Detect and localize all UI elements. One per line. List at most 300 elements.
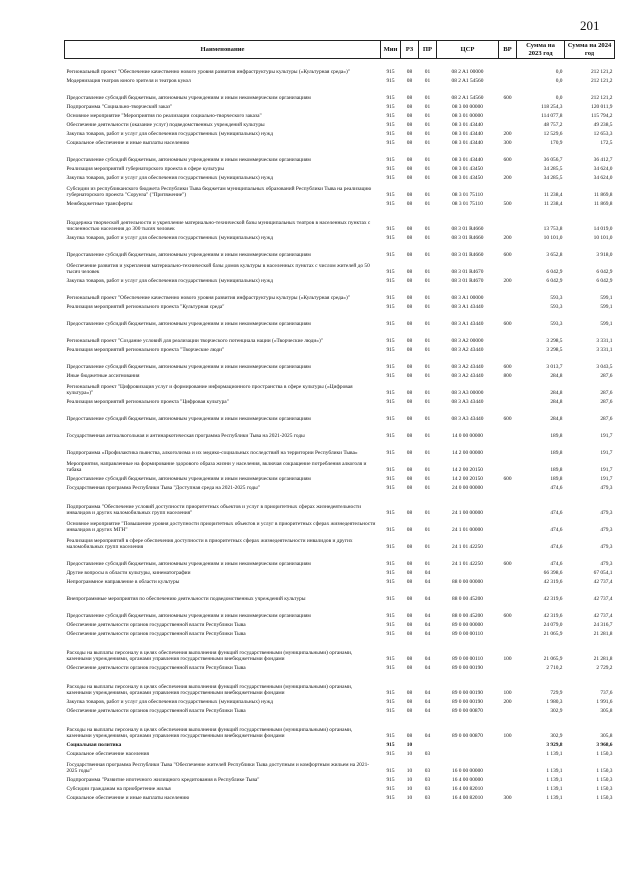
row-pr: 04	[424, 690, 431, 697]
row-csr: 08 3 01 00000	[452, 113, 483, 120]
table-row	[65, 354, 615, 371]
row-min: 915	[386, 699, 395, 706]
row-sum-2024: 3 331,1	[596, 338, 613, 345]
row-csr: 89 0 00 00870	[452, 708, 483, 715]
table-header-row	[65, 41, 615, 59]
row-rz: 08	[406, 201, 413, 208]
row-rz: 08	[406, 631, 413, 638]
row-pr: 01	[424, 113, 431, 120]
row-sum-2024: 36 412,7	[593, 157, 613, 164]
row-min: 915	[386, 157, 395, 164]
table-row	[65, 474, 615, 483]
row-min: 915	[386, 510, 395, 517]
row-sum-2023: 3 013,7	[546, 364, 563, 371]
row-vr	[499, 784, 517, 793]
row-sum-2024: 10 101,0	[593, 235, 613, 242]
table-row	[65, 784, 615, 793]
row-pr: 01	[424, 252, 431, 259]
row-vr: 600	[503, 476, 512, 483]
row-pr: 01	[424, 476, 431, 483]
row-name: Внепрограммные мероприятия по обеспечению деятельности подведомственных учреждений культуры	[66, 596, 306, 603]
row-name: Расходы на выплаты персоналу в целях обеспечения выполнения функций государственными (муниципальными) органами, казенными учреждениями, органами управления государственными внебюджетными фондами	[66, 650, 353, 663]
row-vr: 500	[503, 201, 512, 208]
row-sum-2024: 212 121,2	[590, 69, 613, 76]
row-rz: 08	[406, 95, 413, 102]
row-rz: 08	[406, 579, 413, 586]
row-sum-2023: 48 757,2	[543, 122, 563, 129]
row-rz: 08	[406, 544, 413, 551]
row-csr: 16 0 00 00000	[452, 768, 483, 775]
row-pr: 01	[424, 175, 431, 182]
row-sum-2023: 3 652,8	[546, 252, 563, 259]
row-rz: 08	[406, 278, 413, 285]
row-min: 915	[386, 751, 395, 758]
row-sum-2023: 42 319,6	[543, 613, 563, 620]
row-vr: 600	[503, 321, 512, 328]
row-pr: 01	[424, 140, 431, 147]
header-vr: ВР	[499, 41, 517, 59]
row-pr: 01	[424, 295, 431, 302]
row-sum-2024: 305,8	[600, 708, 613, 715]
row-sum-2024: 479,3	[600, 485, 613, 492]
row-sum-2024: 67 054,1	[593, 570, 613, 577]
row-name: Реализация мероприятий регионального проекта "Творческие люди"	[66, 347, 225, 354]
row-name: Закупка товаров, работ и услуг для обеспечения государственных (муниципальных) нужд	[66, 278, 274, 285]
row-min: 915	[386, 768, 395, 775]
row-sum-2024: 42 737,4	[593, 579, 613, 586]
row-csr: 24 1 01 42250	[452, 544, 483, 551]
row-vr: 200	[503, 175, 512, 182]
row-min: 915	[386, 304, 395, 311]
row-vr: 600	[503, 252, 512, 259]
row-name: Социальное обеспечение населения	[66, 751, 150, 758]
table-row	[65, 697, 615, 706]
row-sum-2023: 114 077,8	[541, 113, 563, 120]
row-csr	[437, 749, 499, 758]
row-pr: 03	[424, 786, 431, 793]
row-name: Региональный проект "Обеспечение качественно нового уровня развития инфраструктуры культуры («Культурная среда»)"	[66, 295, 350, 302]
row-vr: 100	[503, 656, 512, 663]
row-min: 915	[386, 364, 395, 371]
row-vr	[499, 302, 517, 311]
row-sum-2024: 12 653,3	[593, 131, 613, 138]
table-row	[65, 706, 615, 715]
row-name: Государственная антиалкогольная и антинаркотическая программа Республики Тыва на 2021-2025 годы	[66, 433, 305, 440]
table-row	[65, 586, 615, 603]
table-row	[65, 311, 615, 328]
row-csr: 08 3 01 R4660	[451, 226, 484, 233]
row-sum-2024: 3 331,1	[596, 347, 613, 354]
row-sum-2023: 284,8	[550, 399, 563, 406]
row-pr: 01	[424, 226, 431, 233]
table-row	[65, 397, 615, 406]
row-sum-2023: 0,0	[555, 69, 563, 76]
row-rz: 08	[406, 596, 413, 603]
table-body	[65, 59, 615, 802]
row-vr: 300	[503, 795, 512, 802]
row-min: 915	[386, 450, 395, 457]
row-name: Предоставление субсидий бюджетным, автономным учреждениям и иным некоммерческим организациям	[66, 416, 311, 423]
row-rz: 08	[406, 113, 413, 120]
row-rz: 08	[406, 69, 413, 76]
header-pr: ПР	[419, 41, 437, 59]
row-pr: 03	[424, 795, 431, 802]
row-rz: 08	[406, 347, 413, 354]
row-rz: 08	[406, 364, 413, 371]
row-pr: 01	[424, 131, 431, 138]
row-rz: 08	[406, 235, 413, 242]
row-csr: 89 0 00 00190	[452, 690, 483, 697]
row-sum-2023: 189,8	[550, 467, 563, 474]
row-sum-2024: 191,7	[600, 433, 613, 440]
row-vr	[499, 285, 517, 302]
row-csr: 14 2 00 00000	[452, 450, 483, 457]
row-rz: 08	[406, 510, 413, 517]
row-sum-2023: 302,9	[550, 733, 563, 740]
row-name: Государственная программа Республики Тыва "Доступная среда на 2021-2025 годы"	[66, 485, 260, 492]
row-rz: 08	[406, 561, 413, 568]
row-min: 915	[386, 433, 395, 440]
row-sum-2024: 599,1	[600, 304, 613, 311]
row-rz: 08	[406, 175, 413, 182]
row-pr: 01	[424, 78, 431, 85]
row-csr: 16 4 00 00000	[452, 777, 483, 784]
row-sum-2023: 13 753,8	[543, 226, 563, 233]
table-row	[65, 406, 615, 423]
row-vr	[499, 380, 517, 397]
row-sum-2023: 474,6	[550, 544, 563, 551]
row-name: Предоставление субсидий бюджетным, автономным учреждениям и иным некоммерческим организациям	[66, 252, 311, 259]
row-sum-2023: 284,8	[550, 373, 563, 380]
row-csr: 08 3 A1 43440	[451, 304, 484, 311]
header-sum-2024: Сумма на 2024 год	[565, 41, 615, 59]
row-rz: 08	[406, 78, 413, 85]
row-name: Обеспечение деятельности (оказание услуг) подведомственных учреждений культуры	[66, 122, 265, 129]
row-rz: 08	[406, 166, 413, 173]
row-name: Другие вопросы в области культуры, кинематографии	[66, 570, 191, 577]
table-row	[65, 371, 615, 380]
row-pr: 01	[424, 278, 431, 285]
table-row	[65, 147, 615, 164]
row-vr: 600	[503, 95, 512, 102]
row-csr: 08 3 01 R4670	[451, 278, 484, 285]
row-rz: 08	[406, 476, 413, 483]
row-pr: 01	[424, 390, 431, 397]
row-sum-2023: 1 139,1	[546, 786, 563, 793]
row-csr: 89 0 00 00110	[452, 656, 483, 663]
table-row	[65, 345, 615, 354]
row-min: 915	[386, 252, 395, 259]
row-min: 915	[386, 708, 395, 715]
row-sum-2024: 6 042,9	[596, 278, 613, 285]
row-min: 915	[386, 631, 395, 638]
table-row	[65, 285, 615, 302]
row-csr: 24 0 00 00000	[452, 485, 483, 492]
row-sum-2024: 287,6	[600, 390, 613, 397]
row-rz: 10	[406, 768, 413, 775]
row-sum-2024: 1 150,3	[596, 751, 613, 758]
row-csr: 89 0 00 00000	[452, 622, 483, 629]
row-sum-2023: 1 139,1	[546, 777, 563, 784]
row-rz: 08	[406, 699, 413, 706]
row-name: Реализация мероприятий регионального проекта "Культурная среда"	[66, 304, 225, 311]
row-rz: 08	[406, 252, 413, 259]
row-sum-2023: 1 980,3	[546, 699, 563, 706]
row-pr: 01	[424, 69, 431, 76]
row-vr: 600	[503, 364, 512, 371]
row-pr: 03	[424, 777, 431, 784]
row-csr: 08 3 01 75110	[452, 192, 483, 199]
table-row	[65, 76, 615, 85]
row-rz: 08	[406, 570, 413, 577]
row-pr: 01	[424, 201, 431, 208]
table-row	[65, 517, 615, 534]
table-row	[65, 129, 615, 138]
row-csr: 24 1 00 00000	[452, 510, 483, 517]
row-rz: 08	[406, 390, 413, 397]
row-sum-2023: 593,3	[550, 295, 563, 302]
row-sum-2024: 191,7	[600, 476, 613, 483]
row-csr: 08 2 A1 54560	[451, 95, 484, 102]
row-sum-2023: 6 042,9	[546, 278, 563, 285]
row-pr: 04	[424, 631, 431, 638]
row-min: 915	[386, 786, 395, 793]
row-sum-2023: 1 139,1	[546, 751, 563, 758]
row-pr: 01	[424, 544, 431, 551]
row-min: 915	[386, 175, 395, 182]
row-sum-2023: 189,8	[550, 476, 563, 483]
row-min: 915	[386, 192, 395, 199]
row-csr: 08 3 01 R4660	[451, 235, 484, 242]
row-vr	[499, 423, 517, 440]
row-vr	[499, 102, 517, 111]
row-pr: 04	[424, 570, 431, 577]
row-vr: 600	[503, 613, 512, 620]
row-sum-2024: 479,3	[600, 561, 613, 568]
row-sum-2024: 191,7	[600, 450, 613, 457]
budget-table	[64, 40, 615, 802]
page-number: 201	[580, 18, 600, 33]
row-vr: 800	[503, 373, 512, 380]
row-csr: 08 3 01 43440	[452, 122, 483, 129]
row-name: Социальная политика	[66, 742, 122, 749]
row-csr	[437, 568, 499, 577]
row-vr	[499, 517, 517, 534]
row-sum-2023: 36 056,7	[543, 157, 563, 164]
row-sum-2024: 14 019,0	[593, 226, 613, 233]
row-vr: 200	[503, 699, 512, 706]
row-name: Реализация мероприятий губернаторского проекта в сфере культуры	[66, 166, 224, 173]
row-csr: 08 3 A1 43440	[451, 321, 484, 328]
row-sum-2024: 34 624,0	[593, 166, 613, 173]
row-min: 915	[386, 131, 395, 138]
row-name: Подпрограмма «Профилактика пьянства, алкоголизма и их медико-социальных последствий на территории Республики Тыва»	[66, 450, 358, 457]
row-csr: 08 3 01 43440	[452, 140, 483, 147]
table-row	[65, 749, 615, 758]
row-sum-2023: 474,6	[550, 485, 563, 492]
row-csr: 24 1 01 00000	[452, 527, 483, 534]
row-name: Закупка товаров, работ и услуг для обеспечения государственных (муниципальных) нужд	[66, 175, 274, 182]
table-row	[65, 775, 615, 784]
row-name: Основное мероприятие "Повышение уровня доступности приоритетных объектов и услуг в приоритетных сферах жизнедеятельности инвалидов и других МГН"	[66, 521, 376, 534]
row-vr	[499, 345, 517, 354]
row-csr: 08 3 A3 00000	[451, 390, 484, 397]
row-sum-2024: 212 121,2	[590, 78, 613, 85]
row-min: 915	[386, 321, 395, 328]
row-sum-2024: 479,3	[600, 527, 613, 534]
row-pr: 01	[424, 104, 431, 111]
row-sum-2023: 189,8	[550, 433, 563, 440]
table-row	[65, 102, 615, 111]
row-sum-2023: 21 065,9	[543, 631, 563, 638]
row-sum-2023: 474,6	[550, 561, 563, 568]
row-rz: 08	[406, 656, 413, 663]
table-row	[65, 603, 615, 620]
row-csr: 08 3 A2 43440	[451, 347, 484, 354]
row-sum-2023: 11 238,4	[543, 201, 563, 208]
row-vr	[499, 397, 517, 406]
table-row	[65, 138, 615, 147]
row-rz: 08	[406, 104, 413, 111]
row-min: 915	[386, 166, 395, 173]
row-sum-2023: 34 285,5	[543, 166, 563, 173]
row-vr	[499, 568, 517, 577]
row-name: Модернизация театров юного зрителя и театров кукол	[66, 78, 191, 85]
row-rz: 10	[406, 786, 413, 793]
row-sum-2024: 3 043,5	[596, 364, 613, 371]
table-row	[65, 302, 615, 311]
row-name: Подпрограмма "Обеспечение условий доступности приоритетных объектов и услуг в приоритетных сферах жизнедеятельности инвалидов и других маломобильных групп населения"	[66, 504, 362, 517]
row-vr	[499, 120, 517, 129]
row-csr: 08 3 01 43440	[452, 157, 483, 164]
row-vr	[499, 492, 517, 517]
row-sum-2023: 170,9	[550, 140, 563, 147]
row-min: 915	[386, 104, 395, 111]
row-pr: 01	[424, 416, 431, 423]
row-sum-2024: 599,1	[600, 295, 613, 302]
row-rz: 08	[406, 399, 413, 406]
row-rz: 10	[406, 742, 413, 749]
row-vr: 200	[503, 278, 512, 285]
row-name: Социальное обеспечение и иные выплаты населению	[66, 140, 190, 147]
row-csr: 89 0 00 00870	[452, 733, 483, 740]
row-pr: 04	[424, 699, 431, 706]
row-pr: 03	[424, 751, 431, 758]
row-vr: 600	[503, 561, 512, 568]
row-min: 915	[386, 140, 395, 147]
row-csr: 08 3 01 R4670	[451, 269, 484, 276]
row-sum-2024: 34 624,0	[593, 175, 613, 182]
row-pr: 01	[424, 95, 431, 102]
row-pr: 01	[424, 485, 431, 492]
row-csr: 88 0 00 45200	[452, 613, 483, 620]
row-min: 915	[386, 777, 395, 784]
row-rz: 08	[406, 467, 413, 474]
table-row	[65, 59, 615, 76]
row-min: 915	[386, 467, 395, 474]
row-rz: 08	[406, 131, 413, 138]
row-rz: 08	[406, 157, 413, 164]
row-vr	[499, 111, 517, 120]
row-csr: 89 0 00 00190	[452, 699, 483, 706]
table-row	[65, 577, 615, 586]
row-vr	[499, 620, 517, 629]
row-min: 915	[386, 596, 395, 603]
row-pr: 01	[424, 157, 431, 164]
row-rz: 08	[406, 192, 413, 199]
row-sum-2024: 479,3	[600, 544, 613, 551]
row-sum-2023: 1 139,1	[546, 768, 563, 775]
row-vr	[499, 749, 517, 758]
row-min: 915	[386, 733, 395, 740]
row-min: 915	[386, 373, 395, 380]
table-row	[65, 233, 615, 242]
table-row	[65, 551, 615, 568]
row-sum-2023: 34 285,5	[543, 175, 563, 182]
row-min: 915	[386, 235, 395, 242]
row-rz: 10	[406, 751, 413, 758]
row-sum-2023: 189,8	[550, 450, 563, 457]
header-sum-2023: Сумма на 2023 год	[517, 41, 565, 59]
row-sum-2024: 1 150,3	[596, 768, 613, 775]
row-pr: 04	[424, 665, 431, 672]
row-sum-2023: 24 079,0	[543, 622, 563, 629]
row-min: 915	[386, 656, 395, 663]
row-min: 915	[386, 399, 395, 406]
row-vr	[499, 775, 517, 784]
row-vr	[499, 483, 517, 492]
row-min: 915	[386, 113, 395, 120]
row-sum-2024: 1 150,3	[596, 786, 613, 793]
row-sum-2024: 1 150,3	[596, 777, 613, 784]
row-csr: 08 2 A1 54560	[451, 78, 484, 85]
row-min: 915	[386, 347, 395, 354]
row-pr: 01	[424, 561, 431, 568]
row-name: Предоставление субсидий бюджетным, автономным учреждениям и иным некоммерческим организациям	[66, 364, 311, 371]
row-min: 915	[386, 795, 395, 802]
row-vr	[499, 259, 517, 276]
row-vr: 200	[503, 131, 512, 138]
row-min: 915	[386, 201, 395, 208]
row-sum-2023: 0,0	[555, 95, 563, 102]
row-min: 915	[386, 226, 395, 233]
row-name: Субсидии из республиканского бюджета Республики Тыва бюджетам муниципальных образований Республики Тыва на реализацию губернаторского проекта "Сорунза" ("Притяжение")	[66, 186, 372, 199]
row-csr: 08 2 A1 00000	[451, 69, 484, 76]
row-name: Обеспечение деятельности органов государственной власти Республики Тыва	[66, 708, 246, 715]
row-vr: 600	[503, 157, 512, 164]
table-row	[65, 620, 615, 629]
row-min: 915	[386, 416, 395, 423]
row-min: 915	[386, 665, 395, 672]
row-sum-2023: 11 238,4	[543, 192, 563, 199]
row-name: Предоставление субсидий бюджетным, автономным учреждениям и иным некоммерческим организациям	[66, 561, 311, 568]
row-name: Обеспечение деятельности органов государственной власти Республики Тыва	[66, 622, 246, 629]
row-pr: 01	[424, 235, 431, 242]
row-sum-2024: 287,6	[600, 373, 613, 380]
row-sum-2023: 284,8	[550, 390, 563, 397]
row-sum-2023: 6 042,9	[546, 269, 563, 276]
row-vr	[499, 740, 517, 749]
row-min: 915	[386, 690, 395, 697]
row-name: Обеспечение деятельности органов государственной власти Республики Тыва	[66, 631, 246, 638]
row-name: Обеспечение развития и укрепления материально-технической базы домов культуры в населенных пунктах с числом жителей до 50 тысяч человек	[66, 263, 370, 276]
row-name: Мероприятия, направленные на формирование здорового образа жизни у населения, включая сокращение потребления алкоголя и табака	[66, 461, 367, 474]
row-csr: 08 3 01 R4660	[451, 252, 484, 259]
row-rz: 08	[406, 708, 413, 715]
row-sum-2024: 49 238,5	[593, 122, 613, 129]
row-csr: 08 3 01 43450	[452, 175, 483, 182]
row-name: Расходы на выплаты персоналу в целях обеспечения выполнения функций государственными (муниципальными) органами, казенными учреждениями, органами управления государственными внебюджетными фондами	[66, 727, 353, 740]
